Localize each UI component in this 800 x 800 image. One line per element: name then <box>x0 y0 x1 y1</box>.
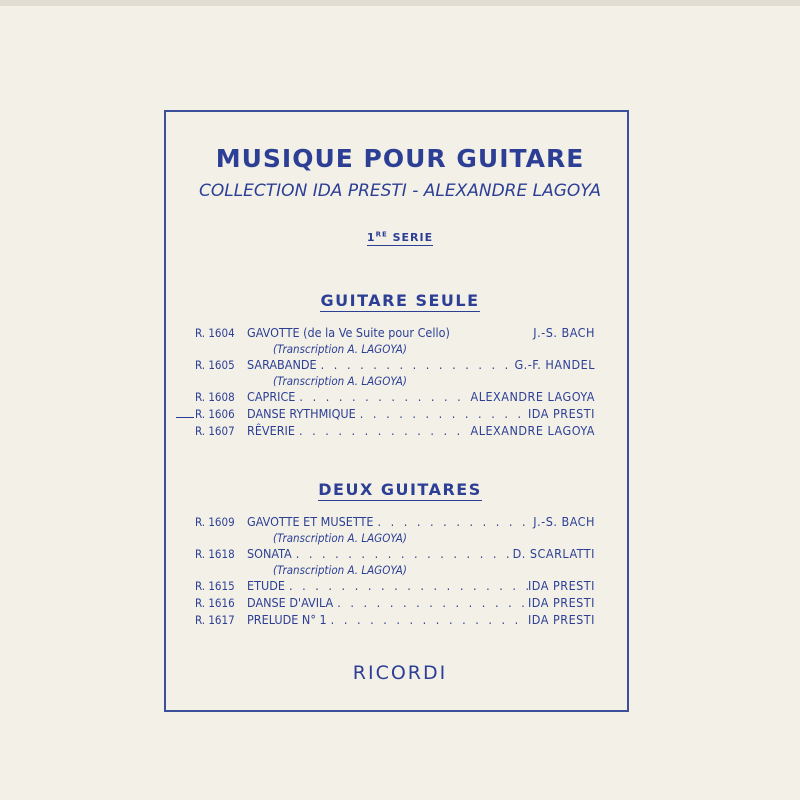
catalog-row <box>195 325 595 342</box>
catalog-composer: J.-S. BACH <box>533 514 595 529</box>
catalog-ref: R. 1618 <box>195 547 235 561</box>
catalog-entry <box>195 595 595 612</box>
catalog-entry <box>195 612 595 629</box>
catalog-row <box>195 357 595 374</box>
catalog-composer: IDA PRESTI <box>527 612 595 627</box>
catalog-ref: R. 1608 <box>195 390 235 404</box>
leader-dots <box>356 406 528 421</box>
catalog-work: DANSE RYTHMIQUE <box>247 406 356 421</box>
catalog-work: ETUDE <box>247 578 285 593</box>
page-title: MUSIQUE POUR GUITARE <box>215 144 585 173</box>
catalog-work: GAVOTTE (de la Ve Suite pour Cello) <box>247 325 450 340</box>
leader-dots <box>333 595 528 610</box>
catalog-row <box>195 406 595 423</box>
series-word: SERIE <box>392 230 434 244</box>
catalog-entry <box>195 578 595 595</box>
catalog-entry <box>195 406 595 423</box>
leader-dots <box>373 514 533 529</box>
series-label-text <box>367 231 433 246</box>
catalog-work: SARABANDE <box>247 357 317 372</box>
section-heading-text: DEUX GUITARES <box>318 480 482 499</box>
catalog-row <box>195 546 595 563</box>
catalog-composer: J.-S. BACH <box>533 325 595 340</box>
catalog-ref: R. 1616 <box>195 596 235 610</box>
series-prefix: 1 <box>366 230 376 244</box>
catalog-work: GAVOTTE ET MUSETTE <box>247 514 374 529</box>
catalog-row <box>195 612 595 629</box>
leader-dots <box>317 357 515 372</box>
catalog-ref: R. 1617 <box>195 613 235 627</box>
catalog-composer: D. SCARLATTI <box>512 546 595 561</box>
catalog-transcription: (Transcription A. LAGOYA) <box>273 563 407 577</box>
catalog-transcription: (Transcription A. LAGOYA) <box>273 342 407 356</box>
catalog-entry <box>195 389 595 406</box>
catalog-row <box>195 595 595 612</box>
catalog-composer: IDA PRESTI <box>527 578 595 593</box>
page-top-edge <box>0 0 800 6</box>
margin-mark <box>176 417 194 418</box>
catalog-row <box>195 423 595 440</box>
catalog-entry <box>195 357 595 389</box>
catalog-ref: R. 1605 <box>195 358 235 372</box>
catalog-composer: IDA PRESTI <box>527 406 595 421</box>
leader-dots <box>292 546 513 561</box>
catalog-work: SONATA <box>247 546 292 561</box>
catalog-ref: R. 1615 <box>195 579 235 593</box>
leader-dots <box>285 578 528 593</box>
catalog-composer: G.-F. HANDEL <box>514 357 595 372</box>
catalog-list-deux-guitares <box>195 514 595 629</box>
catalog-entry <box>195 546 595 578</box>
collection-subtitle: COLLECTION IDA PRESTI - ALEXANDRE LAGOYA <box>198 181 601 201</box>
publisher-name: RICORDI <box>352 662 448 684</box>
series-suffix: RE <box>375 230 388 238</box>
catalog-work: CAPRICE <box>247 389 296 404</box>
catalog-ref: R. 1606 <box>195 407 235 421</box>
leader-dots <box>327 612 528 627</box>
catalog-transcription: (Transcription A. LAGOYA) <box>273 374 407 388</box>
catalog-work: PRELUDE N° 1 <box>247 612 327 627</box>
section-heading-deux-guitares <box>0 480 800 499</box>
catalog-entry <box>195 423 595 440</box>
catalog-row <box>195 514 595 531</box>
catalog-entry <box>195 514 595 546</box>
catalog-list-guitare-seule <box>195 325 595 440</box>
catalog-work: RÊVERIE <box>247 423 295 438</box>
catalog-ref: R. 1609 <box>195 515 235 529</box>
leader-dots <box>295 389 470 404</box>
series-label <box>0 230 800 244</box>
catalog-transcription: (Transcription A. LAGOYA) <box>273 531 407 545</box>
catalog-row <box>195 389 595 406</box>
section-heading-text: GUITARE SEULE <box>320 291 480 310</box>
section-heading-guitare-seule <box>0 291 800 310</box>
catalog-composer: IDA PRESTI <box>527 595 595 610</box>
catalog-composer: ALEXANDRE LAGOYA <box>470 389 595 404</box>
catalog-row <box>195 578 595 595</box>
catalog-work: DANSE D'AVILA <box>247 595 334 610</box>
catalog-entry <box>195 325 595 357</box>
leader-dots <box>295 423 471 438</box>
catalog-ref: R. 1607 <box>195 424 235 438</box>
catalog-composer: ALEXANDRE LAGOYA <box>470 423 595 438</box>
catalog-ref: R. 1604 <box>195 326 235 340</box>
